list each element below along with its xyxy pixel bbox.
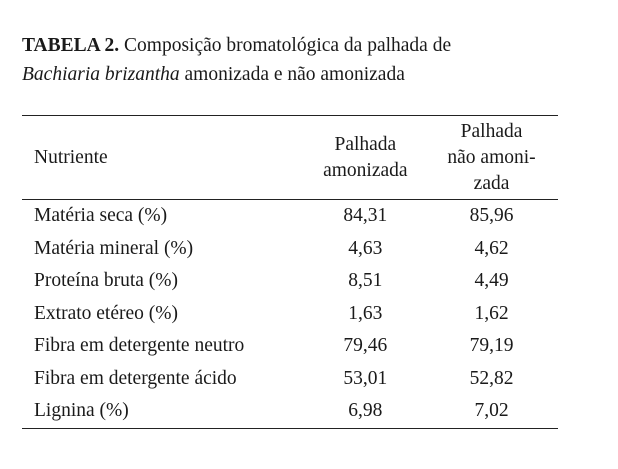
cell-nutriente: Matéria seca (%) — [34, 205, 168, 227]
header-palhada-nao-amonizada-line-1: Palhada — [460, 120, 523, 142]
cell-nao-amonizada: 52,82 — [469, 367, 514, 389]
header-palhada-nao-amonizada-line-3: zada — [473, 172, 510, 194]
table-row — [22, 363, 558, 396]
table-row — [22, 298, 558, 331]
cell-nao-amonizada: 85,96 — [469, 205, 514, 227]
header-palhada-amonizada-line-1: Palhada — [334, 133, 397, 155]
composition-table — [22, 115, 558, 429]
cell-amonizada: 53,01 — [343, 367, 388, 389]
cell-nao-amonizada: 79,19 — [469, 335, 514, 357]
header-palhada-nao-amonizada-line-2: não amoni- — [447, 146, 536, 168]
cell-nutriente: Matéria mineral (%) — [34, 237, 194, 259]
table-row — [22, 233, 558, 266]
cell-nutriente: Fibra em detergente neutro — [34, 335, 245, 357]
cell-nutriente: Proteína bruta (%) — [34, 270, 179, 292]
cell-nutriente: Lignina (%) — [34, 400, 129, 422]
cell-nao-amonizada: 1,62 — [474, 302, 509, 324]
cell-amonizada: 1,63 — [348, 302, 383, 324]
cell-nutriente: Extrato etéreo (%) — [34, 302, 179, 324]
cell-nao-amonizada: 7,02 — [474, 400, 509, 422]
table-row — [22, 200, 558, 233]
table-caption-text-1: Composição bromatológica da palhada de — [119, 35, 452, 56]
header-palhada-amonizada — [306, 116, 425, 200]
table-header — [22, 116, 558, 200]
composition-table-container — [22, 115, 558, 429]
cell-amonizada: 79,46 — [343, 335, 388, 357]
table-row — [22, 330, 558, 363]
cell-nao-amonizada: 4,62 — [474, 237, 509, 259]
table-header-row — [22, 116, 558, 200]
header-palhada-amonizada-line-2: amonizada — [323, 159, 408, 181]
cell-amonizada: 4,63 — [348, 237, 383, 259]
cell-amonizada: 84,31 — [343, 205, 388, 227]
cell-nutriente: Fibra em detergente ácido — [34, 367, 237, 389]
cell-nao-amonizada: 4,49 — [474, 270, 509, 292]
table-row — [22, 395, 558, 428]
table-caption-label: TABELA 2. — [22, 35, 120, 56]
table-caption — [22, 31, 582, 89]
table-body — [22, 200, 558, 429]
table-caption-text-2: amonizada e não amonizada — [179, 64, 405, 85]
header-palhada-nao-amonizada — [425, 116, 558, 200]
cell-amonizada: 8,51 — [348, 270, 383, 292]
table-caption-species: Bachiaria brizantha — [22, 64, 180, 85]
cell-amonizada: 6,98 — [348, 400, 383, 422]
header-nutriente: Nutriente — [34, 146, 108, 168]
table-row — [22, 265, 558, 298]
